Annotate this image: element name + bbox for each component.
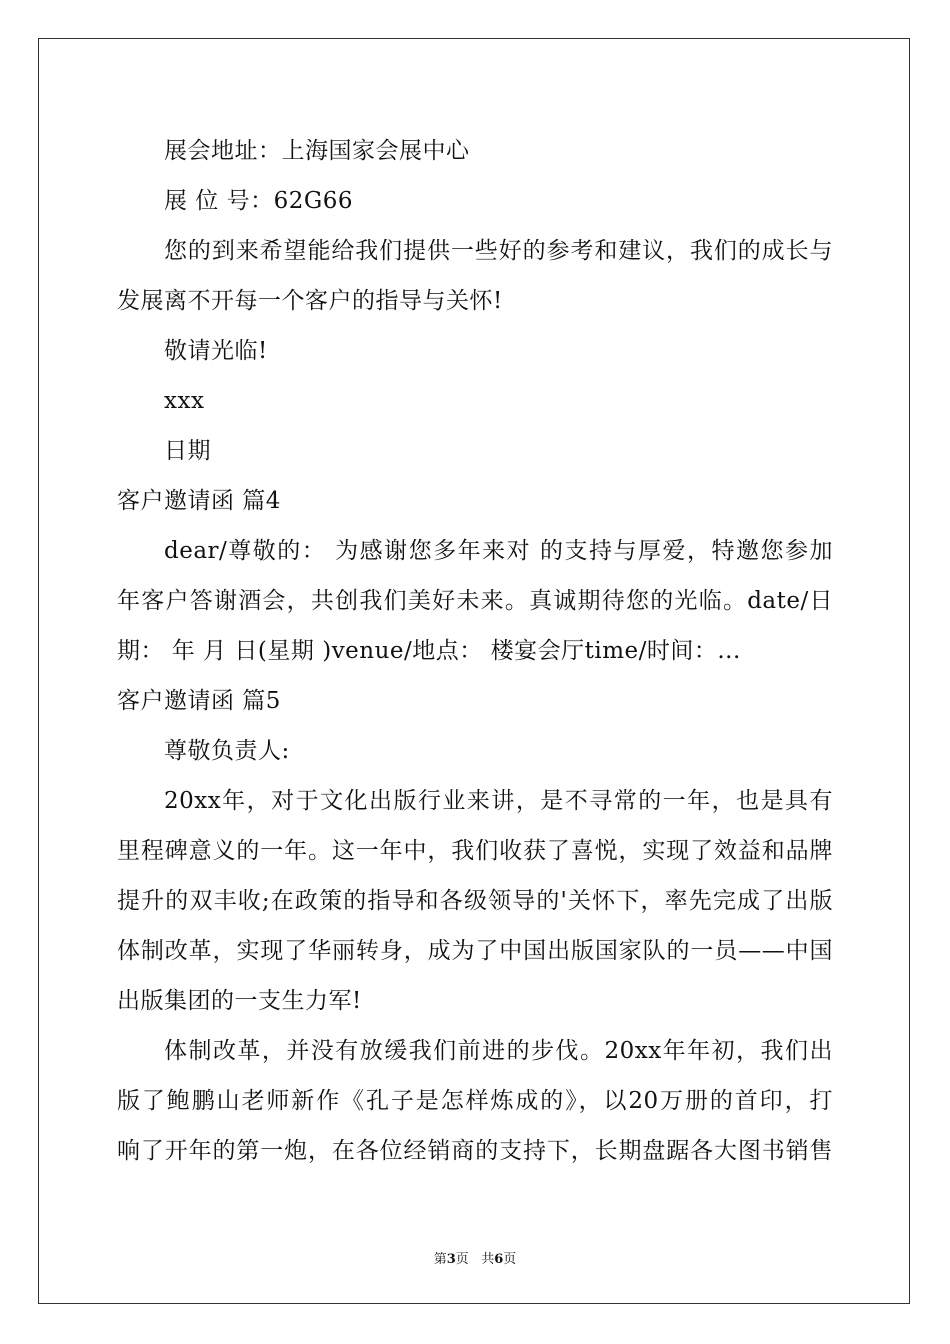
paragraph-reform — [117, 1026, 833, 1176]
document-body — [117, 126, 833, 1176]
page-footer — [0, 1248, 950, 1267]
section-heading-5: 客户邀请函 篇5 — [117, 688, 281, 714]
salutation: 尊敬负责人: — [164, 738, 290, 764]
paragraph-line: 出版集团的一支生力军! — [117, 988, 362, 1014]
paragraph-line: 体制改革，实现了华丽转身，成为了中国出版国家队的一员——中国 — [117, 938, 833, 964]
paragraph-year-review — [117, 776, 833, 1026]
paragraph-line: 响了开年的第一炮，在各位经销商的支持下，长期盘踞各大图书销售 — [117, 1138, 833, 1164]
signature: xxx — [164, 388, 205, 414]
paragraph-invitation-4 — [117, 526, 833, 676]
booth-number: 展 位 号：62G66 — [164, 188, 354, 214]
paragraph-line: 您的到来希望能给我们提供一些好的参考和建议，我们的成长与 — [164, 238, 833, 264]
paragraph-line: 提升的双丰收;在政策的指导和各级领导的'关怀下，率先完成了出版 — [117, 888, 833, 914]
venue-address: 展会地址：上海国家会展中心 — [164, 138, 470, 164]
paragraph-line: 发展离不开每一个客户的指导与关怀! — [117, 288, 503, 314]
date-label: 日期 — [164, 438, 211, 464]
footer-page-suffix: 页 — [503, 1252, 517, 1267]
paragraph-line: 年客户答谢酒会，共创我们美好未来。真诚期待您的光临。date/日 — [117, 588, 833, 614]
welcome-text: 敬请光临! — [164, 338, 268, 364]
footer-page-prefix: 第 — [433, 1252, 447, 1267]
paragraph-line: 期： 年 月 日(星期 )venue/地点： 楼宴会厅time/时间：... — [117, 638, 741, 664]
footer-page-current: 3 — [446, 1252, 456, 1267]
paragraph-line: 里程碑意义的一年。这一年中，我们收获了喜悦，实现了效益和品牌 — [117, 838, 833, 864]
footer-page-mid: 页 共 — [455, 1252, 495, 1267]
paragraph-line: dear/尊敬的： 为感谢您多年来对 的支持与厚爱，特邀您参加 — [164, 538, 833, 564]
paragraph-line: 版了鲍鹏山老师新作《孔子是怎样炼成的》，以20万册的首印，打 — [117, 1088, 833, 1114]
paragraph-feedback — [117, 226, 833, 326]
section-heading-4: 客户邀请函 篇4 — [117, 488, 281, 514]
footer-page-total: 6 — [494, 1252, 504, 1267]
paragraph-line: 20xx年，对于文化出版行业来讲，是不寻常的一年，也是具有 — [164, 788, 833, 814]
paragraph-line: 体制改革，并没有放缓我们前进的步伐。20xx年年初，我们出 — [164, 1038, 833, 1064]
